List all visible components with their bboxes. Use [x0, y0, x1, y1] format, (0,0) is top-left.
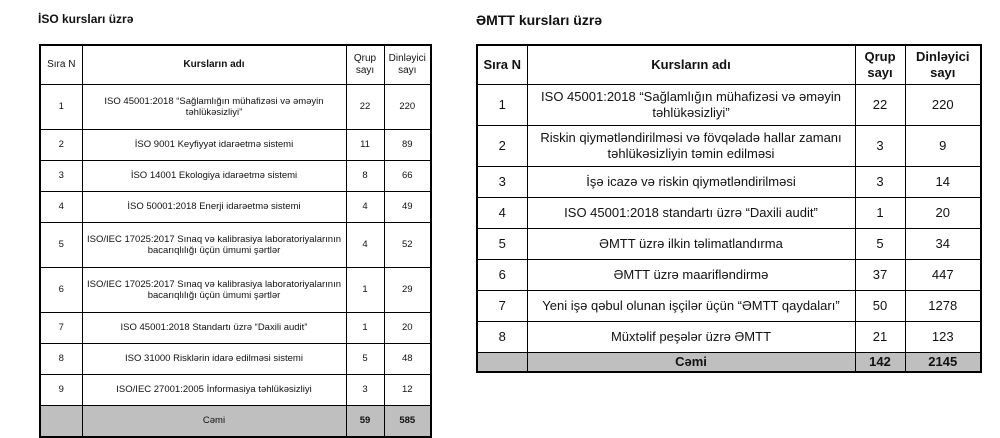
row-groups: 1 [855, 198, 905, 229]
row-listeners: 447 [905, 260, 981, 291]
iso-courses-table [39, 44, 432, 438]
table-row [40, 85, 431, 130]
row-groups: 3 [855, 126, 905, 167]
row-listeners: 220 [384, 85, 431, 130]
table-row [40, 313, 431, 344]
total-groups: 59 [346, 406, 384, 438]
row-groups: 4 [346, 223, 384, 268]
row-listeners: 34 [905, 229, 981, 260]
row-name: ISO 31000 Risklərin idarə edilməsi sistemi [82, 344, 346, 375]
table-row [477, 167, 981, 198]
row-groups: 1 [346, 268, 384, 313]
row-listeners: 52 [384, 223, 431, 268]
row-groups: 37 [855, 260, 905, 291]
row-no: 9 [40, 375, 82, 406]
table-row [477, 85, 981, 126]
table-row [477, 126, 981, 167]
row-listeners: 66 [384, 161, 431, 192]
total-listeners: 2145 [905, 353, 981, 373]
table-row [477, 229, 981, 260]
total-groups: 142 [855, 353, 905, 373]
row-groups: 50 [855, 291, 905, 322]
row-groups: 21 [855, 322, 905, 353]
header-name: Kursların adı [82, 45, 346, 85]
row-name: ISO/IEC 17025:2017 Sınaq və kalibrasiya laboratoriyalarının bacarıqlılığı üçün ümumi şərtlər [82, 268, 346, 313]
row-name: Riskin qiymətləndirilməsi və fövqəladə hallar zamanı təhlükəsizliyin təmin edilməsi [527, 126, 855, 167]
row-name: İSO 50001:2018 Enerji idarəetmə sistemi [82, 192, 346, 223]
row-listeners: 20 [905, 198, 981, 229]
row-name: ISO 45001:2018 standartı üzrə “Daxili audit” [527, 198, 855, 229]
table-row [40, 268, 431, 313]
total-label: Cəmi [527, 353, 855, 373]
row-name: İSO 14001 Ekologiya idarəetmə sistemi [82, 161, 346, 192]
row-groups: 5 [855, 229, 905, 260]
row-no: 6 [40, 268, 82, 313]
table-row [477, 322, 981, 353]
row-name: ISO/IEC 17025:2017 Sınaq və kalibrasiya laboratoriyalarının bacarıqlılığı üçün ümumi şərtlər [82, 223, 346, 268]
row-no: 1 [40, 85, 82, 130]
row-groups: 8 [346, 161, 384, 192]
row-listeners: 12 [384, 375, 431, 406]
table-row [477, 260, 981, 291]
row-no: 8 [40, 344, 82, 375]
row-no: 3 [40, 161, 82, 192]
row-name: İşə icazə və riskin qiymətləndirilməsi [527, 167, 855, 198]
table-row [477, 291, 981, 322]
row-name: İSO 9001 Keyfiyyət idarəetmə sistemi [82, 130, 346, 161]
table-header-row [477, 45, 981, 85]
row-listeners: 1278 [905, 291, 981, 322]
row-listeners: 20 [384, 313, 431, 344]
row-groups: 1 [346, 313, 384, 344]
omtt-courses-table [476, 44, 982, 373]
row-listeners: 9 [905, 126, 981, 167]
omtt-section-title: ƏMTT kursları üzrə [476, 12, 603, 28]
row-name: Müxtəlif peşələr üzrə ƏMTT [527, 322, 855, 353]
header-name: Kursların adı [527, 45, 855, 85]
total-row [40, 406, 431, 438]
row-groups: 11 [346, 130, 384, 161]
row-name: ƏMTT üzrə ilkin təlimatlandırma [527, 229, 855, 260]
row-listeners: 123 [905, 322, 981, 353]
row-groups: 4 [346, 192, 384, 223]
row-listeners: 89 [384, 130, 431, 161]
table-row [40, 344, 431, 375]
row-no: 3 [477, 167, 527, 198]
table-row [40, 130, 431, 161]
row-groups: 3 [346, 375, 384, 406]
header-groups: Qrup sayı [855, 45, 905, 85]
total-row [477, 353, 981, 373]
row-no: 6 [477, 260, 527, 291]
row-no: 1 [477, 85, 527, 126]
row-name: ISO 45001:2018 Standartı üzrə “Daxili audit” [82, 313, 346, 344]
row-no: 7 [40, 313, 82, 344]
table-header-row [40, 45, 431, 85]
row-name: ISO 45001:2018 “Sağlamlığın mühafizəsi və əməyin təhlükəsizliyi” [527, 85, 855, 126]
total-label: Cəmi [82, 406, 346, 438]
header-no: Sıra N [40, 45, 82, 85]
total-no-cell [477, 353, 527, 373]
row-name: Yeni işə qəbul olunan işçilər üçün “ƏMTT qaydaları” [527, 291, 855, 322]
row-groups: 5 [346, 344, 384, 375]
row-no: 4 [40, 192, 82, 223]
row-listeners: 220 [905, 85, 981, 126]
row-no: 8 [477, 322, 527, 353]
row-no: 4 [477, 198, 527, 229]
header-groups: Qrup sayı [346, 45, 384, 85]
header-listeners: Dinləyici sayı [905, 45, 981, 85]
row-no: 2 [40, 130, 82, 161]
row-listeners: 29 [384, 268, 431, 313]
row-name: ISO 45001:2018 “Sağlamlığın mühafizəsi və əməyin təhlükəsizliyi” [82, 85, 346, 130]
table-row [40, 161, 431, 192]
row-name: ƏMTT üzrə maarifləndirmə [527, 260, 855, 291]
row-no: 7 [477, 291, 527, 322]
row-no: 2 [477, 126, 527, 167]
row-groups: 3 [855, 167, 905, 198]
header-listeners: Dinləyici sayı [384, 45, 431, 85]
row-listeners: 14 [905, 167, 981, 198]
header-no: Sıra N [477, 45, 527, 85]
total-listeners: 585 [384, 406, 431, 438]
row-no: 5 [40, 223, 82, 268]
table-row [40, 223, 431, 268]
table-row [477, 198, 981, 229]
row-groups: 22 [346, 85, 384, 130]
iso-section-title: İSO kursları üzrə [38, 12, 134, 26]
total-no-cell [40, 406, 82, 438]
row-groups: 22 [855, 85, 905, 126]
row-listeners: 48 [384, 344, 431, 375]
table-row [40, 192, 431, 223]
row-no: 5 [477, 229, 527, 260]
row-listeners: 49 [384, 192, 431, 223]
row-name: ISO/IEC 27001:2005 İnformasiya təhlükəsizliyi [82, 375, 346, 406]
table-row [40, 375, 431, 406]
